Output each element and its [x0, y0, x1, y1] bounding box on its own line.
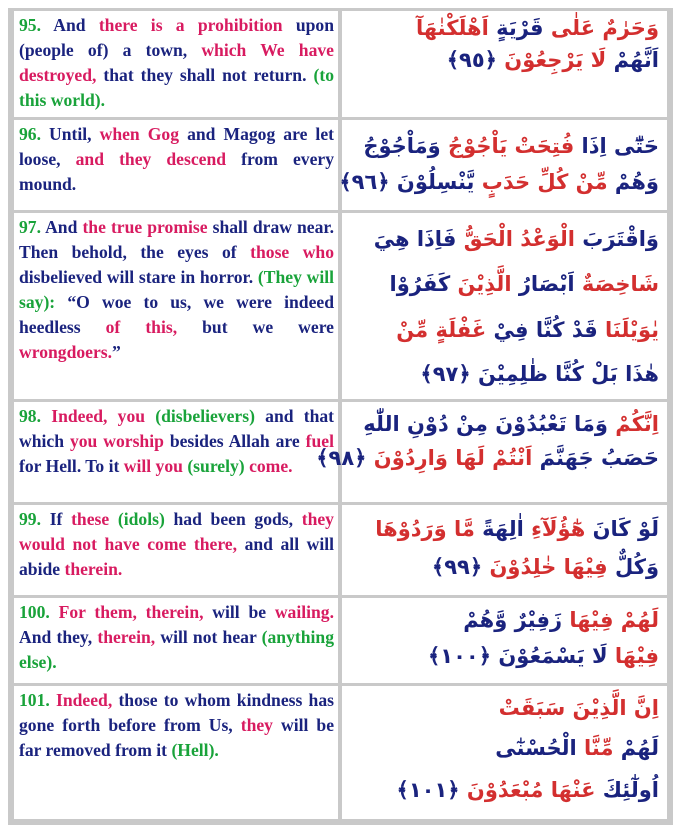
english-segment: ”	[112, 341, 121, 362]
verse-row	[14, 505, 667, 595]
verse-row	[14, 598, 667, 683]
arabic-segment: اَنْتُمْ لَهَا	[447, 446, 533, 470]
english-translation	[19, 13, 334, 113]
english-segment: “O woe to us, we were indeed heedless	[19, 291, 334, 337]
english-segment: had been gods,	[164, 509, 302, 529]
english-segment: of this,	[105, 316, 178, 337]
verse-row	[14, 120, 667, 210]
arabic-segment: الَّذِيْنَ	[450, 272, 512, 296]
arabic-segment: اَبْصَارُ	[511, 272, 575, 296]
arabic-segment: حَتّٰٓى اِذَا	[574, 134, 659, 158]
verse-number: 98.	[19, 406, 41, 426]
verse-number: 100.	[19, 602, 50, 622]
english-segment: those to whom kindness has gone forth before from Us,	[19, 690, 334, 735]
arabic-segment: مُبْعَدُوْنَ	[466, 778, 544, 802]
english-segment: will be far removed from it	[19, 714, 334, 760]
english-segment: If	[49, 509, 72, 529]
english-segment	[109, 509, 118, 529]
arabic-segment: اِنَّكُمْ	[607, 412, 659, 436]
english-segment: the true promise	[82, 217, 208, 237]
english-segment: We have destroyed,	[19, 39, 334, 85]
english-translation	[19, 122, 334, 197]
arabic-segment: اَهْلَكْنٰهَآ	[415, 16, 489, 40]
arabic-segment: ﴿١٠٠﴾	[427, 644, 499, 668]
english-segment: you worship	[69, 430, 164, 451]
arabic-segment: فَاِذَا هِيَ	[373, 227, 457, 251]
arabic-segment: زَفِيْرٌ	[507, 608, 563, 632]
arabic-segment: وَمَا تَعْبُدُوْنَ	[487, 412, 608, 436]
arabic-segment: اٰلِهَةً	[474, 517, 524, 541]
english-segment: come.	[249, 455, 293, 476]
arabic-line	[428, 646, 659, 667]
arabic-segment: وَاقْتَرَبَ	[574, 227, 659, 251]
english-segment: (They will say):	[19, 266, 334, 312]
english-segment: Gog	[147, 124, 180, 144]
english-translation-cell	[14, 120, 338, 210]
english-segment: will not hear	[155, 626, 262, 647]
arabic-segment: مِّنَّا	[576, 736, 614, 760]
arabic-line	[363, 414, 659, 435]
english-segment: (surely)	[187, 455, 245, 476]
arabic-line	[375, 519, 659, 540]
verse-table	[8, 8, 673, 825]
english-segment: (disbelievers)	[155, 406, 255, 426]
arabic-segment: الْوَعْدُ الْحَقُّ	[456, 227, 575, 251]
arabic-text-cell	[342, 598, 667, 683]
english-segment: but we were	[177, 316, 334, 337]
arabic-segment: لَهُمْ فِيْهَا	[562, 608, 659, 632]
english-segment: they would not have come there,	[19, 509, 334, 554]
arabic-line	[316, 448, 659, 469]
verse-row	[14, 213, 667, 399]
english-segment: And they,	[19, 626, 98, 647]
english-translation	[19, 507, 334, 582]
arabic-text-cell	[339, 120, 667, 210]
arabic-segment: لَا يَسْمَعُوْنَ	[498, 644, 608, 668]
arabic-line	[463, 610, 659, 631]
english-segment: Indeed,	[56, 690, 113, 710]
arabic-segment: اُولٰٓئِكَ	[595, 778, 659, 802]
english-segment: and they descend	[75, 148, 227, 169]
arabic-segment: فِيْهَا خٰلِدُوْنَ	[489, 555, 608, 579]
arabic-segment: يَّنْسِلُوْنَ	[396, 170, 475, 194]
english-translation-cell	[14, 598, 338, 683]
arabic-segment: لَوْ كَانَ	[585, 517, 659, 541]
arabic-segment: يٰوَيْلَنَا	[597, 318, 659, 342]
arabic-segment: فُتِحَتْ يَاْجُوْجُ	[440, 134, 575, 158]
arabic-line	[363, 136, 659, 157]
english-segment: (idols)	[117, 509, 165, 529]
english-translation-cell	[14, 505, 338, 595]
arabic-segment: لَهُمْ	[613, 736, 659, 760]
english-text	[19, 406, 334, 476]
verse-number: 96.	[19, 124, 41, 144]
english-segment: Until,	[49, 124, 100, 144]
english-translation	[19, 215, 334, 364]
english-segment: when	[99, 124, 140, 144]
english-text	[19, 509, 334, 579]
english-segment: and all will abide	[19, 533, 334, 579]
english-segment: (anything else).	[19, 626, 334, 672]
arabic-segment: ﴿٩٧﴾	[420, 362, 478, 386]
arabic-segment: هٰذَا	[617, 362, 659, 386]
arabic-segment: لَا يَرْجِعُوْنَ	[504, 48, 607, 72]
english-segment: And	[45, 217, 83, 237]
arabic-segment: ﴿٩٥﴾	[446, 48, 505, 72]
english-segment: fuel	[305, 430, 334, 451]
english-segment	[140, 124, 148, 144]
arabic-segment: وَمَاْجُوْجُ	[363, 134, 441, 158]
english-segment: for Hell. To it	[19, 455, 124, 476]
arabic-line	[396, 320, 659, 341]
arabic-segment: اِنَّ الَّذِيْنَ	[565, 696, 659, 720]
arabic-line	[390, 274, 659, 295]
arabic-line	[499, 698, 659, 719]
english-segment: those who	[250, 241, 334, 262]
english-segment: (Hell).	[171, 739, 219, 760]
arabic-line	[420, 364, 659, 385]
arabic-text-cell	[342, 686, 667, 819]
english-segment	[246, 40, 260, 60]
english-segment: they	[240, 714, 273, 735]
english-segment	[145, 406, 155, 426]
arabic-segment: وَحَرٰمٌ عَلٰى	[543, 16, 659, 40]
arabic-segment: ﴿٩٦﴾	[339, 170, 397, 194]
arabic-segment: عَنْهَا	[543, 778, 596, 802]
english-segment: besides Allah are	[163, 430, 306, 451]
arabic-segment: شَاخِصَةٌ	[574, 272, 659, 296]
english-segment: Indeed, you	[51, 406, 146, 426]
english-segment: therein.	[64, 558, 123, 579]
english-text	[19, 15, 334, 110]
english-segment: will you	[123, 455, 183, 476]
verse-number: 97.	[19, 217, 41, 237]
english-text	[19, 690, 334, 760]
arabic-segment: هٰٓؤُلَآءِ	[523, 517, 586, 541]
verse-row	[14, 11, 667, 117]
verse-row	[14, 402, 667, 502]
arabic-segment: وَارِدُوْنَ	[373, 446, 448, 470]
arabic-segment: بَلْ كُنَّا ظٰلِمِيْنَ	[477, 362, 618, 386]
english-segment: (to this world).	[19, 64, 334, 110]
english-text	[19, 602, 334, 672]
arabic-segment: قَدْ كُنَّا فِيْ	[486, 318, 598, 342]
english-segment: upon (people of) a town,	[19, 15, 334, 60]
arabic-segment: مِنْ دُوْنِ اللّٰهِ	[363, 412, 488, 436]
english-segment: wrongdoers.	[19, 341, 113, 362]
verse-row	[14, 686, 667, 819]
english-segment: from every mound.	[19, 148, 335, 194]
verse-number: 101.	[19, 690, 50, 710]
arabic-segment: الْحُسْنٰٓى	[495, 736, 577, 760]
arabic-text-cell	[342, 505, 667, 595]
verse-number: 95.	[19, 15, 41, 35]
arabic-line	[374, 229, 659, 250]
arabic-segment: حَصَبُ جَهَنَّمَ	[532, 446, 659, 470]
arabic-segment: مَّا وَرَدُوْهَا	[375, 517, 475, 541]
english-segment: there is a prohibition	[98, 15, 283, 35]
english-translation-cell	[14, 402, 338, 502]
arabic-segment: وَهُمْ	[607, 170, 659, 194]
arabic-line	[432, 557, 659, 578]
arabic-line	[495, 738, 659, 759]
arabic-segment: ﴿٩٩﴾	[431, 555, 490, 579]
arabic-segment: قَرْيَةٍ	[488, 16, 544, 40]
arabic-text-cell	[342, 213, 667, 399]
arabic-segment: كَفَرُوْا	[389, 272, 451, 296]
arabic-segment: مِّنْ كُلِّ حَدَبٍ	[474, 170, 608, 194]
arabic-text-cell	[342, 11, 667, 117]
arabic-segment: غَفْلَةٍ مِّنْ	[396, 318, 487, 342]
arabic-segment: ﴿١٠١﴾	[396, 778, 467, 802]
english-translation	[19, 404, 334, 479]
english-segment: therein,	[97, 626, 156, 647]
english-segment: And	[53, 15, 99, 35]
english-translation	[19, 688, 334, 763]
arabic-segment: وَّهُمْ	[463, 608, 508, 632]
english-text	[19, 124, 334, 194]
arabic-segment: ﴿٩٨﴾	[316, 446, 374, 470]
english-segment: that they shall not return.	[96, 64, 314, 85]
arabic-line	[447, 50, 659, 71]
english-segment: will be	[203, 602, 275, 622]
english-segment: and that which	[19, 406, 335, 451]
arabic-segment: فِيْهَا	[607, 644, 659, 668]
english-translation	[19, 600, 334, 675]
english-segment: disbelieved will stare in horror.	[19, 266, 258, 287]
english-translation-cell	[14, 686, 338, 819]
english-segment: which	[201, 39, 247, 60]
arabic-segment: اَنَّهُمْ	[606, 48, 659, 72]
arabic-segment: وَكُلٌّ	[607, 555, 659, 579]
english-segment: and Magog are let loose,	[19, 124, 334, 169]
english-segment: these	[71, 509, 110, 529]
english-segment: wailing.	[274, 602, 334, 622]
arabic-line	[339, 172, 659, 193]
english-segment: shall draw near. Then behold, the eyes of	[19, 217, 334, 262]
arabic-line	[397, 780, 660, 801]
english-translation-cell	[14, 213, 338, 399]
english-translation-cell	[14, 11, 338, 117]
english-text	[19, 217, 334, 362]
english-segment: For them, therein,	[58, 602, 204, 622]
verse-number: 99.	[19, 509, 41, 529]
arabic-line	[416, 18, 659, 39]
arabic-segment: سَبَقَتْ	[498, 696, 566, 720]
